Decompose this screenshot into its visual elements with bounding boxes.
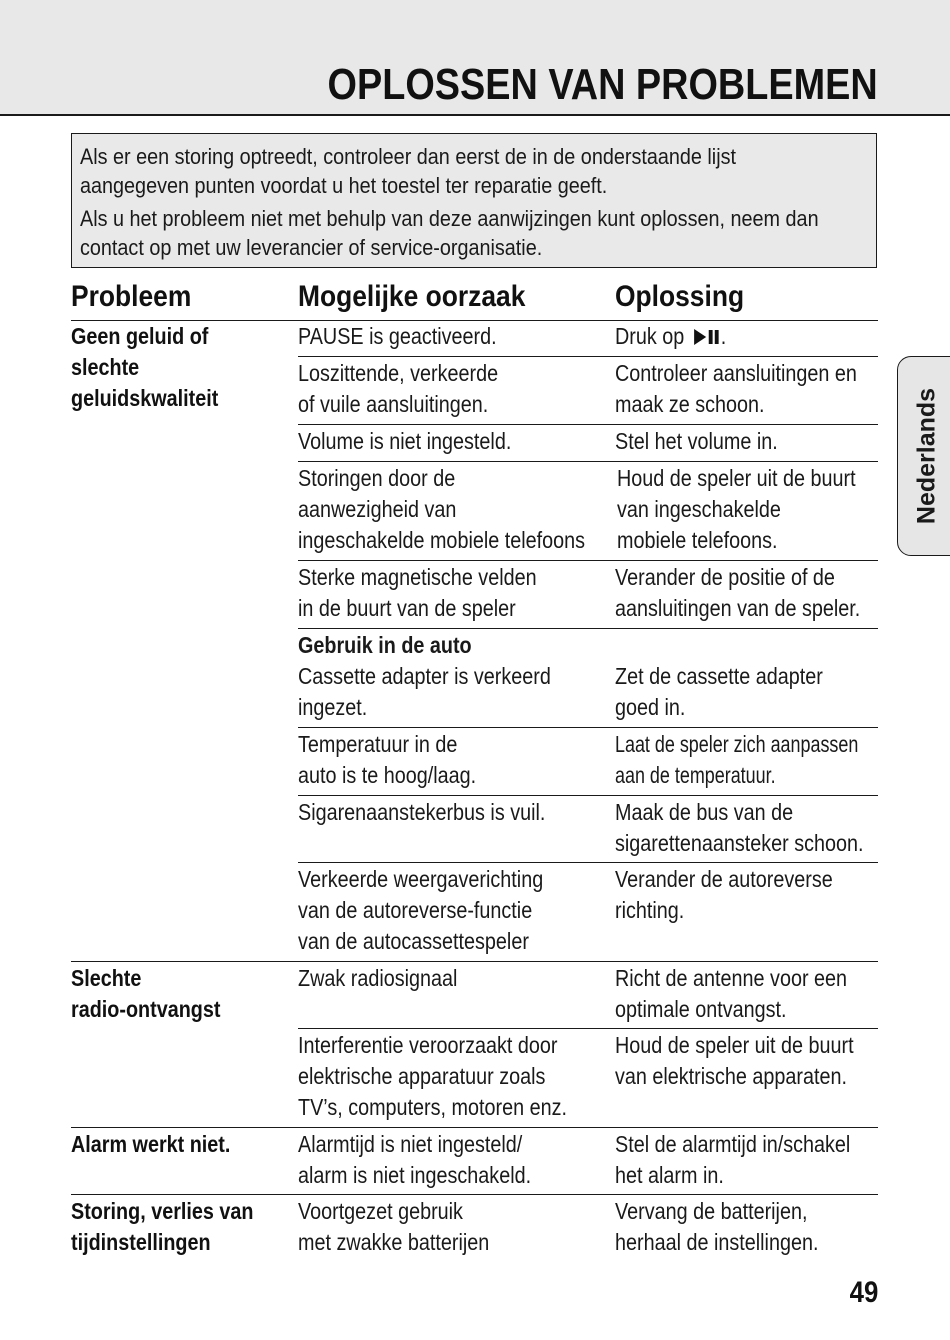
solution-line: richting.: [615, 897, 685, 923]
cause-line: PAUSE is geactiveerd.: [298, 323, 497, 349]
solution-line: Verander de autoreverse: [615, 866, 833, 892]
problem-radio: [71, 963, 220, 1025]
solution-suffix: .: [720, 323, 727, 349]
solution-line: Stel de alarmtijd in/schakel: [615, 1131, 851, 1157]
solution-line: mobiele telefoons.: [617, 527, 778, 553]
row-divider: [298, 461, 878, 462]
solution-line: Controleer aansluitingen en: [615, 360, 857, 386]
cause-cell: [298, 1129, 531, 1191]
solution-line: Druk op: [615, 323, 685, 349]
header-problem: Probleem: [71, 280, 192, 313]
row-divider: [298, 560, 878, 561]
cause-line: TV’s, computers, motoren enz.: [298, 1094, 567, 1120]
solution-line: van elektrische apparaten.: [615, 1063, 848, 1089]
solution-line: Maak de bus van de: [615, 799, 794, 825]
intro-line: Als er een storing optreedt, controleer dan eerst de in de onderstaande lijst: [80, 144, 737, 169]
cause-line: aanwezigheid van: [298, 496, 457, 522]
cause-line: van de autocassettespeler: [298, 928, 529, 954]
row-divider: [298, 628, 878, 629]
cause-line: Loszittende, verkeerde: [298, 360, 499, 386]
solution-cell: [615, 1196, 818, 1258]
cause-line: elektrische apparatuur zoals: [298, 1063, 546, 1089]
solution-cell: [615, 426, 778, 457]
solution-line: herhaal de instellingen.: [615, 1229, 819, 1255]
solution-line: van ingeschakelde: [617, 496, 781, 522]
row-divider: [298, 1028, 878, 1029]
solution-line: Houd de speler uit de buurt: [615, 1032, 854, 1058]
cause-line: Zwak radiosignaal: [298, 965, 458, 991]
solution-cell: [615, 562, 860, 624]
cause-line: ingeschakelde mobiele telefoons: [298, 527, 586, 553]
cause-cell: [298, 864, 543, 957]
problem-line: geluidskwaliteit: [71, 385, 219, 411]
solution-cell: [615, 1129, 850, 1191]
solution-line: Zet de cassette adapter: [615, 663, 823, 689]
solution-line: maak ze schoon.: [615, 391, 765, 417]
cause-cell: [298, 630, 551, 723]
cause-line: in de buurt van de speler: [298, 595, 516, 621]
cause-subheading: Gebruik in de auto: [298, 632, 472, 658]
problem-alarm: [71, 1129, 230, 1160]
problem-line: Storing, verlies van: [71, 1198, 254, 1224]
solution-line: aan de temperatuur.: [615, 762, 776, 788]
intro-paragraph-1: [80, 142, 867, 200]
cause-line: Storingen door de: [298, 465, 456, 491]
intro-box: [71, 133, 877, 268]
cause-line: of vuile aansluitingen.: [298, 391, 489, 417]
problem-line: radio-ontvangst: [71, 996, 221, 1022]
language-side-tab: [897, 356, 950, 556]
solution-cell: [615, 864, 833, 926]
cause-cell: [298, 963, 457, 994]
intro-paragraph-2: [80, 204, 867, 262]
intro-line: aangegeven punten voordat u het toestel ter reparatie geeft.: [80, 173, 608, 198]
solution-line: Laat de speler zich aanpassen: [615, 731, 859, 757]
cause-line: Temperatuur in de: [298, 731, 458, 757]
page-title: OPLOSSEN VAN PROBLEMEN: [327, 60, 878, 109]
solution-cell: [617, 463, 856, 556]
cause-line: Volume is niet ingesteld.: [298, 428, 512, 454]
row-divider: [298, 727, 878, 728]
solution-line: aansluitingen van de speler.: [615, 595, 861, 621]
solution-line: goed in.: [615, 694, 686, 720]
cause-line: Sigarenaanstekerbus is vuil.: [298, 799, 546, 825]
page-number: 49: [849, 1276, 878, 1309]
cause-cell: [298, 797, 545, 828]
cause-cell: [298, 1196, 489, 1258]
problem-time-settings: [71, 1196, 253, 1258]
side-tab-label: Nederlands: [912, 387, 941, 525]
solution-cell: [615, 797, 864, 859]
problem-line: Slechte: [71, 965, 142, 991]
header-cause: Mogelijke oorzaak: [298, 280, 526, 313]
cause-cell: [298, 321, 497, 352]
section-divider: [71, 1127, 878, 1128]
section-divider: [71, 1194, 878, 1195]
cause-line: Voortgezet gebruik: [298, 1198, 463, 1224]
cause-line: alarm is niet ingeschakeld.: [298, 1162, 532, 1188]
solution-cell: [615, 1030, 854, 1092]
solution-cell: [615, 729, 858, 791]
cause-cell: [298, 562, 537, 624]
solution-cell: [615, 321, 726, 352]
problem-line: Alarm werkt niet.: [71, 1131, 231, 1157]
header-solution: Oplossing: [615, 280, 745, 313]
row-divider: [298, 356, 878, 357]
cause-line: ingezet.: [298, 694, 368, 720]
solution-line: Verander de positie of de: [615, 564, 835, 590]
row-divider: [298, 424, 878, 425]
cause-cell: [298, 426, 511, 457]
cause-line: van de autoreverse-functie: [298, 897, 533, 923]
problem-line: tijdinstellingen: [71, 1229, 211, 1255]
cause-line: Alarmtijd is niet ingesteld/: [298, 1131, 523, 1157]
solution-line: het alarm in.: [615, 1162, 724, 1188]
solution-line: sigarettenaansteker schoon.: [615, 830, 864, 856]
solution-line: Stel het volume in.: [615, 428, 778, 454]
cause-line: Sterke magnetische velden: [298, 564, 537, 590]
cause-line: Interferentie veroorzaakt door: [298, 1032, 558, 1058]
problem-line: slechte: [71, 354, 140, 380]
solution-cell: [615, 358, 857, 420]
cause-cell: [298, 358, 498, 420]
row-divider: [298, 862, 878, 863]
intro-line: contact op met uw leverancier of service-organisatie.: [80, 235, 543, 260]
cause-line: Cassette adapter is verkeerd: [298, 663, 551, 689]
cause-line: met zwakke batterijen: [298, 1229, 490, 1255]
intro-line: Als u het probleem niet met behulp van deze aanwijzingen kunt oplossen, neem dan: [80, 206, 819, 231]
solution-line: Richt de antenne voor een: [615, 965, 848, 991]
solution-line: Houd de speler uit de buurt: [617, 465, 856, 491]
cause-line: Verkeerde weergaverichting: [298, 866, 544, 892]
cause-cell: [298, 463, 585, 556]
solution-line: Vervang de batterijen,: [615, 1198, 808, 1224]
row-divider: [298, 795, 878, 796]
cause-cell: [298, 729, 476, 791]
solution-line: optimale ontvangst.: [615, 996, 787, 1022]
solution-cell: [615, 963, 847, 1025]
section-divider: [71, 961, 878, 962]
solution-cell: [615, 661, 823, 723]
problem-line: Geen geluid of: [71, 323, 209, 349]
cause-line: auto is te hoog/laag.: [298, 762, 477, 788]
cause-cell: [298, 1030, 567, 1123]
problem-no-sound: [71, 321, 218, 414]
play-pause-icon: [693, 328, 721, 346]
